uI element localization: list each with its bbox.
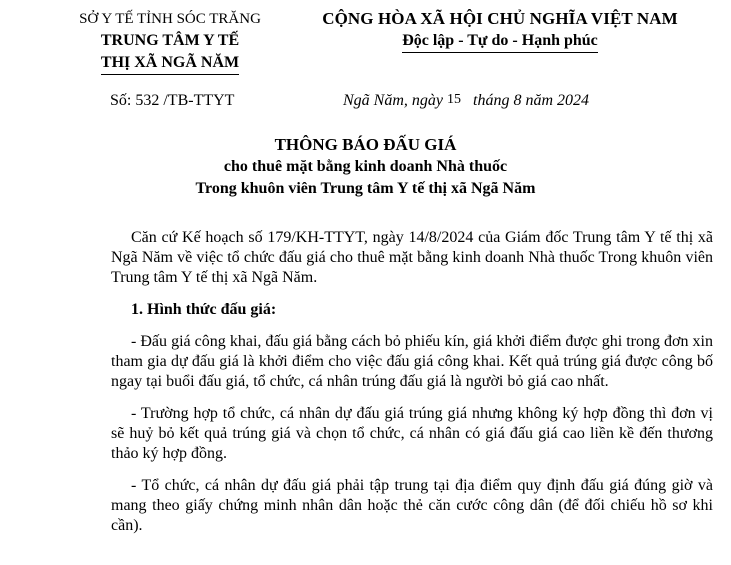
date-prefix: Ngã Năm, ngày xyxy=(343,92,447,109)
org-name-line2: THỊ XÃ NGÃ NĂM xyxy=(101,52,239,75)
document-number xyxy=(110,92,234,110)
org-name-line1: TRUNG TÂM Y TẾ xyxy=(100,32,240,49)
issuing-org-header xyxy=(60,8,280,75)
document-title-block xyxy=(0,134,731,200)
national-motto: Độc lập - Tự do - Hạnh phúc xyxy=(402,30,598,53)
document-title: THÔNG BÁO ĐẤU GIÁ xyxy=(274,135,457,154)
nation-name: CỘNG HÒA XÃ HỘI CHỦ NGHĨA VIỆT NAM xyxy=(322,9,678,28)
number-suffix: /TB-TTYT xyxy=(159,92,235,109)
bullet-paragraph-2: - Trường hợp tổ chức, cá nhân dự đấu giá trúng giá nhưng không ký hợp đồng thì đơn vị sẽ huỷ bỏ kết quả trúng giá và chọn tổ chức, cá nhân có giá đấu giá cao liền kề đến thương thảo ký hợp đồng. xyxy=(111,405,713,462)
document-subtitle-2: Trong khuôn viên Trung tâm Y tế thị xã Ngã Năm xyxy=(195,180,536,197)
bullet-paragraph-3: - Tổ chức, cá nhân dự đấu giá phải tập trung tại địa điểm quy định đấu giá đúng giờ và mang theo giấy chứng minh nhân dân hoặc thẻ căn cước công dân (để đối chiếu hồ sơ khi cần). xyxy=(111,477,713,534)
document-date xyxy=(343,92,589,110)
intro-paragraph: Căn cứ Kế hoạch số 179/KH-TTYT, ngày 14/8/2024 của Giám đốc Trung tâm Y tế thị xã Ngã Năm về việc tổ chức đấu giá cho thuê mặt bằng kinh doanh Nhà thuốc Trong khuôn viên Trung tâm Y tế thị xã Ngã Năm. xyxy=(111,229,713,286)
bullet-paragraph-1: - Đấu giá công khai, đấu giá bằng cách bỏ phiếu kín, giá khởi điểm được ghi trong đơn xin tham gia dự đấu giá là khởi điểm cho việc đấu giá công khai. Kết quả trúng giá được công bố ngay tại buổi đấu giá, tổ chức, cá nhân trúng đấu giá là người bỏ giá cao nhất. xyxy=(111,333,713,390)
date-day: 15 xyxy=(447,92,461,107)
national-header xyxy=(290,8,710,53)
document-body xyxy=(111,228,713,536)
parent-org: SỞ Y TẾ TỈNH SÓC TRĂNG xyxy=(79,11,261,27)
date-suffix: tháng 8 năm 2024 xyxy=(461,92,589,109)
section-1-heading: 1. Hình thức đấu giá: xyxy=(131,301,277,318)
document-subtitle-1: cho thuê mặt bằng kinh doanh Nhà thuốc xyxy=(223,158,508,175)
number-prefix: Số: xyxy=(110,92,136,109)
number-value: 532 xyxy=(135,92,160,109)
